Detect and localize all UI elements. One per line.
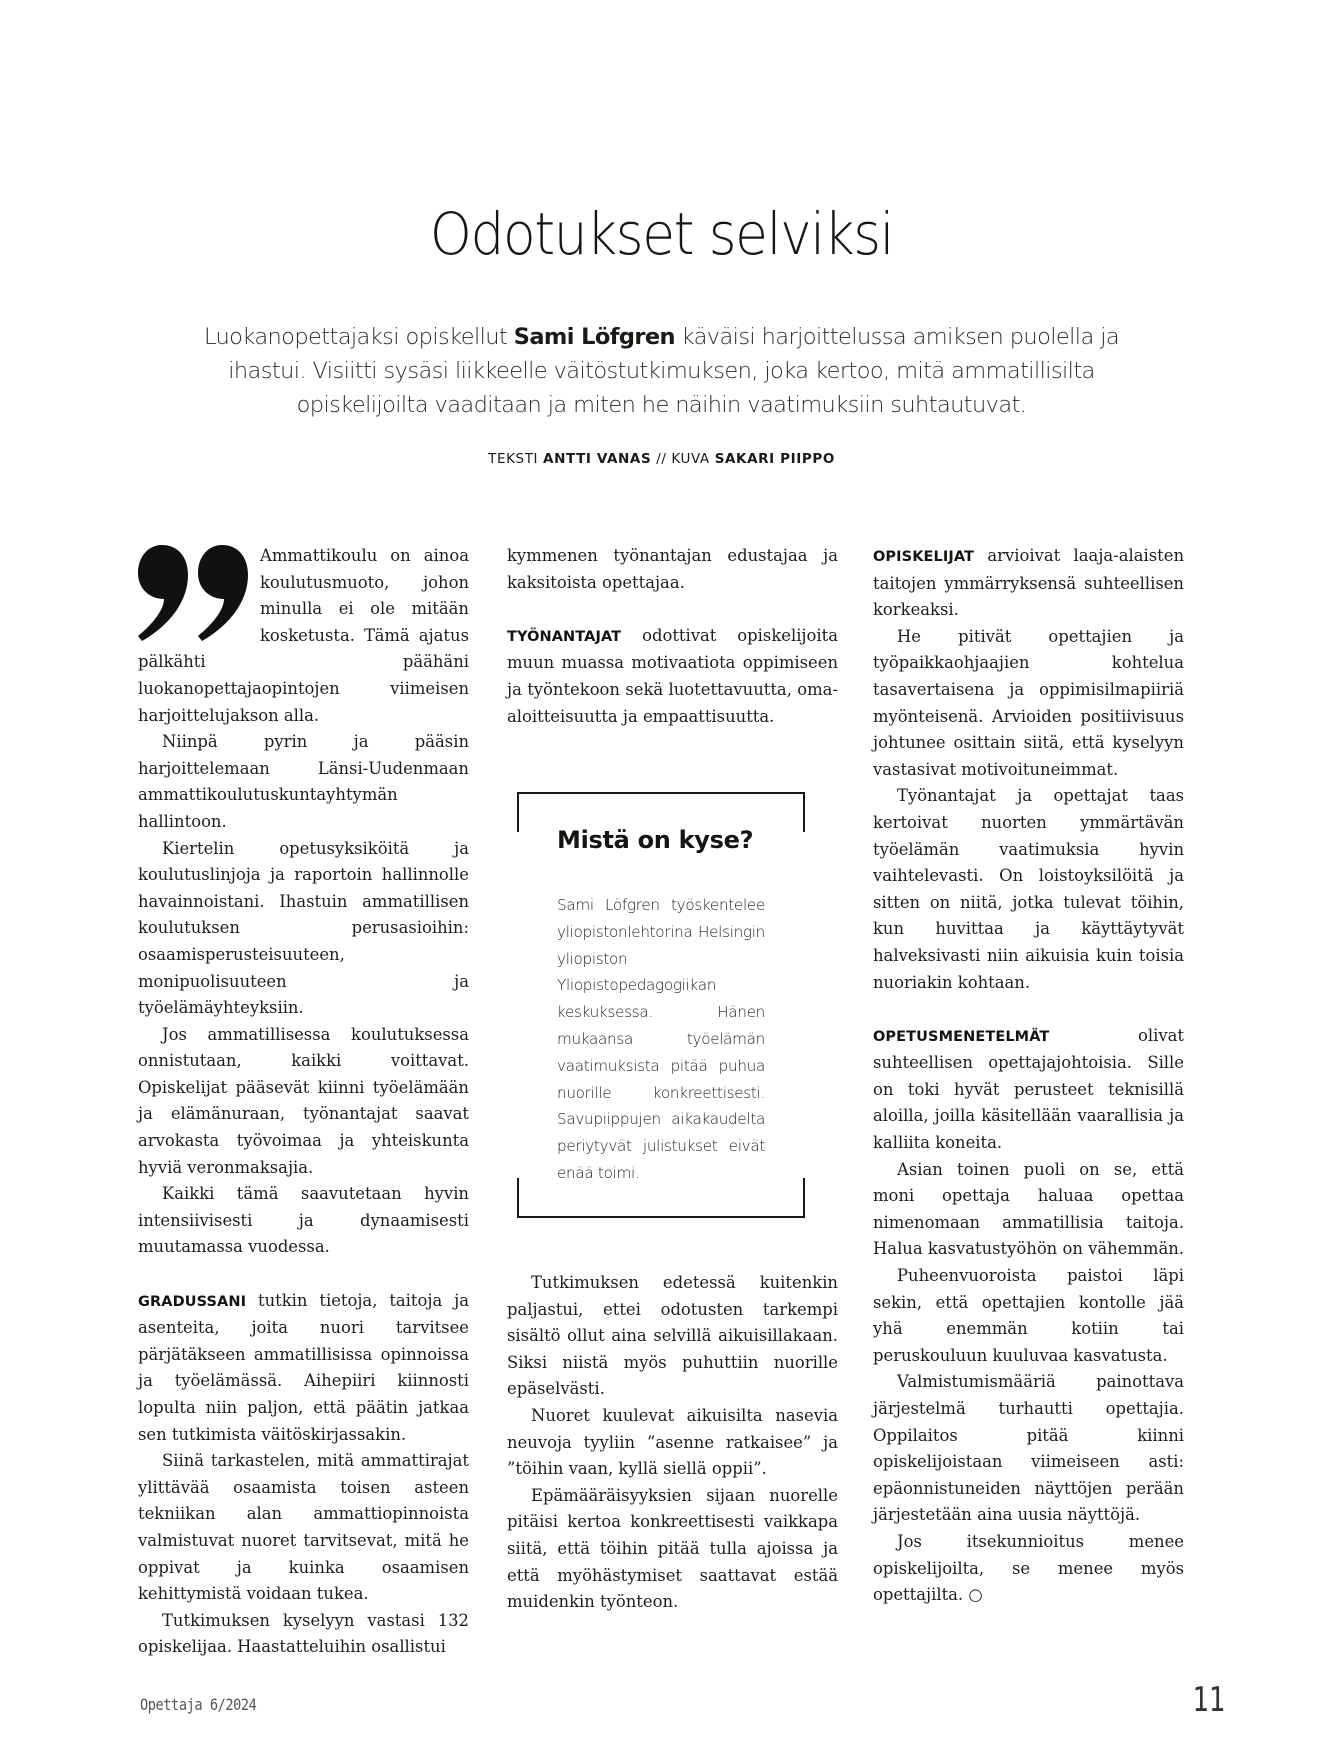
paragraph-text: odottivat opiskelijoita muun muassa motivaatiota oppimiseen ja työntekoon sekä luotettavuutta, oma-aloitteisuutta ja empaattisuutta. xyxy=(507,625,838,726)
paragraph: Epämääräisyyksien sijaan nuorelle pitäisi kertoa konkreettisesti vaikkapa siitä, että töihin pitää tulla ajoissa ja että myöhästymiset saattavat estää muidenkin työnteon. xyxy=(507,1485,838,1612)
byline-photo-label: KUVA xyxy=(671,451,710,467)
paragraph: Puheenvuoroista paistoi läpi sekin, että opettajien kontolle jää yhä enemmän kotiin tai peruskouluun kuuluvaa kasvatusta. xyxy=(873,1266,1184,1365)
info-box-title: Mistä on kyse? xyxy=(557,826,754,854)
paragraph-with-kicker xyxy=(873,1023,1184,1157)
article-column-2 xyxy=(507,543,838,730)
quotation-mark-icon xyxy=(134,543,252,643)
paragraph: Kiertelin opetusyksiköitä ja koulutuslinjoja ja raportoin hallinnolle havainnoistani. Ihastuin ammatillisen koulutuksen perusasioihin: osaamisperusteisuuteen, monipuolisuuteen ja työelämäyhteyksiin. xyxy=(138,838,469,1018)
paragraph-with-kicker xyxy=(507,623,838,730)
paragraph: Tutkimuksen kyselyyn vastasi 132 opiskelijaa. Haastatteluihin osallistui xyxy=(138,1610,469,1657)
paragraph-with-kicker xyxy=(873,543,1184,624)
article-lead xyxy=(170,320,1153,422)
paragraph: Valmistumismääriä painottava järjestelmä turhautti opettajia. Oppilaitos pitää kiinni opiskelijoistaan viimeiseen asti: epäonnistuneiden näyttöjen perään järjestetään aina uusia näyttöjä. xyxy=(873,1372,1184,1525)
byline-text-label: TEKSTI xyxy=(488,451,539,467)
paragraph: Niinpä pyrin ja pääsin harjoittelemaan Länsi-Uudenmaan ammattikoulutuskuntayhtymän hallintoon. xyxy=(138,732,469,831)
paragraph: Siinä tarkastelen, mitä ammattirajat ylittävää osaamista toisen asteen tekniikan alan ammattiopinnoista valmistuvat nuoret tarvitsevat, mitä he oppivat ja kuinka osaamisen kehittymistä voidaan tukea. xyxy=(138,1451,469,1604)
article-column-1 xyxy=(138,543,469,1661)
byline xyxy=(0,451,1323,467)
paragraph-text: arvioivat laaja-alaisten taitojen ymmärryksensä suhteellisen korkeaksi. xyxy=(873,546,1184,620)
kicker: TYÖNANTAJAT xyxy=(507,628,622,645)
lead-text-after: käväisi harjoittelussa amiksen puolella ja ihastui. Visiitti sysäsi liikkeelle väitöstutkimuksen, joka kertoo, mitä ammatillisilta opiskelijoilta vaaditaan ja miten he näihin vaatimuksiin suhtautuvat. xyxy=(228,324,1120,418)
publication-footer: Opettaja 6/2024 xyxy=(140,1695,257,1714)
page-number: 11 xyxy=(1192,1680,1225,1720)
paragraph: He pitivät opettajien ja työpaikkaohjaajien kohtelua tasavertaisena ja oppimisilmapiiriä myönteisenä. Arvioiden positiivisuus johtunee osittain siitä, että kyselyyn vastasivat motivoituneimmat. xyxy=(873,626,1184,779)
paragraph-text: Jos itsekunnioitus menee opiskelijoilta, se menee myös opettajilta. xyxy=(873,1531,1184,1605)
paragraph: Asian toinen puoli on se, että moni opettaja haluaa opettaa nimenomaan ammatillisia taitoja. Halua kasvatustyöhön on vähemmän. xyxy=(873,1159,1184,1259)
article-title: Odotukset selviksi xyxy=(429,200,894,268)
kicker: OPISKELIJAT xyxy=(873,549,975,565)
paragraph-text: tutkin tietoja, taitoja ja asenteita, joita nuori tarvitsee pärjätäkseen ammatillisissa opinnoissa ja työelämässä. Aihepiiri kiinnosti lopulta niin paljon, että päätin jatkaa sen tutkimista väitöskirjassakin. xyxy=(138,1290,469,1444)
box-bracket-bottom xyxy=(517,1178,805,1218)
lead-person-name: Sami Löfgren xyxy=(513,324,675,350)
paragraph: Työnantajat ja opettajat taas kertoivat nuorten ymmärtävän työelämän vaatimuksia hyvin vaihtelevasti. On loistoyksilöitä ja sitten on niitä, jotka tulevat töihin, kun huvittaa ja käyttäytyvät halveksivasti niin aikuisia kuin toisia nuoriakin kohtaan. xyxy=(873,786,1184,992)
kicker: OPETUSMENETELMÄT xyxy=(873,1028,1050,1045)
article-column-3 xyxy=(873,543,1184,1609)
kicker: GRADUSSANI xyxy=(138,1293,247,1310)
info-box-body: Sami Löfgren työskentelee yliopistonlehtorina Helsingin yliopiston Yliopistopedagogiikan keskuksessa. Hänen mukaansa työelämän vaatimuksista pitää puhua nuorille konkreettisesti. Savupiippujen aikakaudelta periytyvät julistukset eivät enää toimi. xyxy=(557,896,765,1182)
byline-text-author: ANTTI VANAS xyxy=(543,451,652,467)
byline-photo-author: SAKARI PIIPPO xyxy=(714,451,835,467)
paragraph: Jos ammatillisessa koulutuksessa onnistutaan, kaikki voittavat. Opiskelijat pääsevät kiinni työelämään ja elämänuraan, työnantajat saavat arvokasta työvoimaa ja yhteiskunta hyviä veronmaksajia. xyxy=(138,1024,469,1177)
paragraph-text: olivat suhteellisen opettajajohtoisia. Sille on toki hyvät perusteet teknisillä aloilla, joilla käsitellään vaarallisia ja kalliita koneita. xyxy=(873,1025,1184,1153)
paragraph: Kaikki tämä saavutetaan hyvin intensiivisesti ja dynaamisesti muutamassa vuodessa. xyxy=(138,1184,469,1257)
paragraph xyxy=(873,1529,1184,1609)
paragraph: Tutkimuksen edetessä kuitenkin paljastui, ettei odotusten tarkempi sisältö ollut aina selvillä aikuisillakaan. Siksi niistä myös puhuttiin nuorille epäselvästi. xyxy=(507,1273,838,1399)
article-column-2-lower xyxy=(507,1270,838,1616)
lead-text-before: Luokanopettajaksi opiskellut xyxy=(203,324,514,350)
byline-separator: // xyxy=(656,451,667,467)
paragraph: Ammattikoulu on ainoa koulutusmuoto, johon minulla ei ole mitään kosketusta. Tämä ajatus pälkähti päähäni luokanopettajaopintojen viimeisen harjoittelujakson alla. xyxy=(138,546,469,725)
paragraph: kymmenen työnantajan edustajaa ja kaksitoista opettajaa. xyxy=(507,546,838,592)
paragraph: Nuoret kuulevat aikuisilta nasevia neuvoja tyyliin ”asenne ratkaisee” ja ”töihin vaan, kyllä siellä oppii”. xyxy=(507,1405,838,1479)
info-box xyxy=(517,792,803,1218)
paragraph-with-kicker xyxy=(138,1288,469,1449)
end-mark-icon: ○ xyxy=(963,1585,983,1605)
